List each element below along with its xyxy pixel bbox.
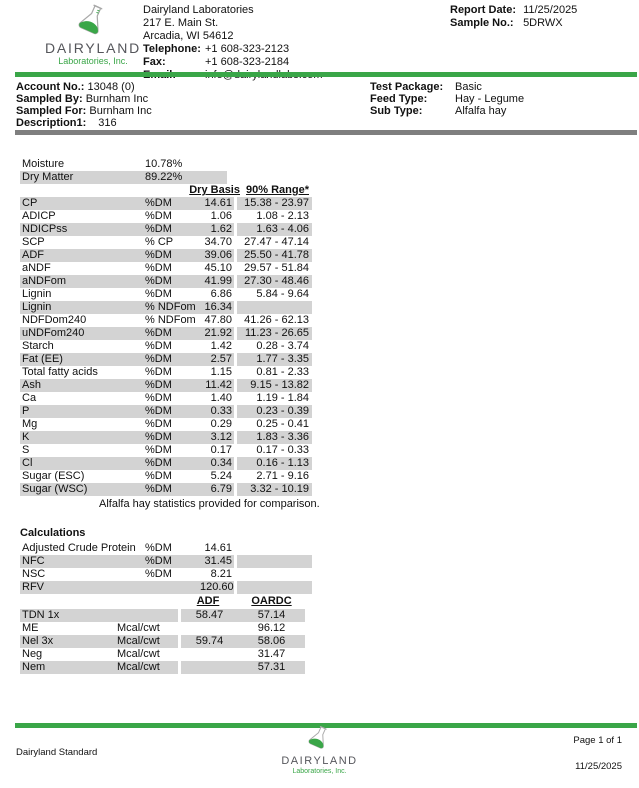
range-cell: 1.63 - 4.06 [234,223,312,236]
dry-basis-value-cell: 6.86 [210,288,232,300]
component-cell: Cl [22,457,33,469]
description-value: 316 [98,117,117,129]
table-row [20,275,312,288]
table-row [20,609,305,622]
dry-matter-row [20,171,227,184]
unit-cell: %DM [145,275,172,287]
fax-label: Fax: [143,56,166,68]
sampled-by-value: Burnham Inc [85,93,149,105]
filler-cell [234,581,312,594]
dry-basis-value-cell: 47.80 [204,314,232,326]
range-cell: 1.77 - 3.35 [234,353,312,366]
dry-basis-value-cell: 2.57 [210,353,232,365]
table-row [20,366,312,379]
table-row [20,555,312,568]
dry-basis-value-cell: 0.33 [210,405,232,417]
dry-basis-value-cell: 1.42 [210,340,232,352]
unit-cell: %DM [145,555,172,567]
footer-logo-subtitle: Laboratories, Inc. [292,768,347,775]
dry-basis-value-cell: 39.06 [204,249,232,261]
account-no-value: 13048 (0) [87,81,135,93]
description-row [16,117,152,129]
component-cell: Lignin [22,288,52,300]
feed-type-label: Feed Type: [370,93,428,105]
range-cell: 0.17 - 0.33 [234,444,312,457]
table-row [20,418,312,431]
sampled-for-row [16,105,152,117]
page-number: Page 1 of 1 [573,735,622,746]
oardc-value-cell: 57.14 [257,609,286,621]
range-cell: 5.84 - 9.64 [234,288,312,301]
account-no-label: Account No.: [16,81,85,93]
component-cell: RFV [22,581,44,593]
component-cell: Sugar (ESC) [22,470,85,482]
address-line-2: Arcadia, WI 54612 [143,30,234,42]
table-row [20,197,312,210]
comparison-note: Alfalfa hay statistics provided for comparison. [99,498,320,510]
oardc-value-cell: 31.47 [257,648,286,660]
range-cell: 27.47 - 47.14 [234,236,312,249]
table-row [20,661,305,674]
range-cell: 3.32 - 10.19 [234,483,312,496]
dry-basis-value-cell: 1.62 [210,223,232,235]
address-line-1: 217 E. Main St. [143,17,219,29]
range-cell: 0.28 - 3.74 [234,340,312,353]
lab-address-block [143,4,323,82]
filler-cell [234,568,312,581]
component-cell: Sugar (WSC) [22,483,88,495]
component-cell: Lignin [22,301,52,313]
component-cell: NFC [22,555,45,567]
dry-basis-value-cell: 1.15 [210,366,232,378]
oardc-value-cell: 58.06 [257,635,286,647]
oardc-header: OARDC [251,595,292,607]
footer-logo-wordmark: DAIRYLAND [281,755,358,767]
unit-cell: %DM [145,223,172,235]
table-row [20,648,305,661]
sample-no-value: 5DRWX [523,17,563,29]
dry-basis-value-cell: 16.34 [204,301,232,313]
oardc-value-cell: 96.12 [257,622,286,634]
phone-label: Telephone: [143,43,201,55]
adf-header: ADF [196,595,220,607]
dry-basis-value-cell: 11.42 [205,379,232,391]
table-row [20,379,312,392]
table-row [20,236,312,249]
footer-logo [0,724,639,776]
table-row [20,327,312,340]
unit-cell: %DM [145,327,172,339]
component-cell: Mg [22,418,38,430]
sampled-for-label: Sampled For: [16,105,87,117]
filler-cell [234,555,312,568]
table-row [20,444,312,457]
sampled-for-value: Burnham Inc [89,105,152,117]
header-spacer [20,184,178,197]
account-block [16,81,152,129]
test-package-row [370,81,524,93]
component-cell: NDICPss [22,223,68,235]
moisture-label: Moisture [22,158,65,170]
adf-value-cell: 58.47 [178,609,238,622]
component-cell: Fat (EE) [22,353,63,365]
component-cell: S [22,444,30,456]
table-row [20,622,305,635]
table-row [20,223,312,236]
table-row [20,405,312,418]
component-cell: ME [22,622,39,634]
table-row [20,353,312,366]
range-cell: 0.23 - 0.39 [234,405,312,418]
component-cell: SCP [22,236,45,248]
unit-cell: %DM [145,379,172,391]
table-row [20,288,312,301]
unit-cell: %DM [145,470,172,482]
dry-basis-value-cell: 21.92 [204,327,232,339]
unit-cell: %DM [145,418,172,430]
unit-cell: %DM [145,353,172,365]
component-cell: Nem [22,661,46,673]
unit-cell: %DM [145,542,172,554]
fax-value: +1 608-323-2184 [205,56,290,68]
fax-row [143,56,323,69]
flask-icon [74,2,111,36]
report-date-value: 11/25/2025 [523,4,578,16]
test-package-value: Basic [455,81,482,93]
table-row [20,542,312,555]
unit-cell: %DM [145,405,172,417]
table-row [20,581,312,594]
dry-basis-value-cell: 0.29 [210,418,232,430]
table-row [20,483,312,496]
range-cell: 11.23 - 26.65 [234,327,312,340]
calculations-table [20,542,312,594]
lab-name: Dairyland Laboratories [143,4,254,16]
dry-basis-header: Dry Basis [189,184,240,196]
sample-no-row [450,17,577,30]
table-row [20,568,312,581]
unit-cell: % NDFom [145,314,196,326]
dry-basis-value-cell: 5.24 [210,470,232,482]
feed-type-row [370,93,524,105]
dry-basis-value-cell: 45.10 [204,262,232,274]
component-cell: NDFDom240 [22,314,87,326]
range-cell: 2.71 - 9.16 [234,470,312,483]
adf-value-cell [178,648,238,661]
range-cell [234,301,312,314]
component-cell: Total fatty acids [22,366,98,378]
filler-cell [234,542,312,555]
unit-cell: %DM [145,457,172,469]
sub-type-label: Sub Type: [370,105,423,117]
adf-value-cell: 59.74 [178,635,238,648]
footer-left-text: Dairyland Standard [16,747,98,758]
report-date-row [450,4,577,17]
component-cell: Ash [22,379,41,391]
phone-value: +1 608-323-2123 [205,43,290,55]
unit-cell: Mcal/cwt [117,622,160,634]
dry-basis-value-cell: 41.99 [204,275,232,287]
unit-cell: %DM [145,249,172,261]
table-row [20,457,312,470]
unit-cell: Mcal/cwt [117,648,160,660]
range-cell: 0.81 - 2.33 [234,366,312,379]
sampled-by-label: Sampled By: [16,93,83,105]
unit-cell: %DM [145,340,172,352]
component-cell: P [22,405,30,417]
unit-cell: %DM [145,210,172,222]
dry-basis-value-cell: 0.34 [210,457,232,469]
unit-cell [117,609,178,622]
range-cell: 0.16 - 1.13 [234,457,312,470]
range-cell: 1.83 - 3.36 [234,431,312,444]
range-cell: 25.50 - 41.78 [234,249,312,262]
unit-cell: % CP [145,236,174,248]
range-cell: 15.38 - 23.97 [234,197,312,210]
range-cell: 0.25 - 0.41 [234,418,312,431]
unit-cell: Mcal/cwt [117,635,160,647]
value-cell: 31.45 [204,555,232,567]
table-row [20,635,305,648]
dry-basis-value-cell: 3.12 [210,431,232,443]
value-cell: 14.61 [204,542,232,554]
test-package-label: Test Package: [370,81,444,93]
table-row [20,301,312,314]
energy-header-spacer [20,595,178,608]
sample-no-label: Sample No.: [450,17,514,29]
analysis-table [20,197,312,496]
unit-cell: %DM [145,197,172,209]
component-cell: aNDFom [22,275,67,287]
moisture-value: 10.78% [145,158,183,170]
energy-header-row [20,595,305,608]
component-cell: ADF [22,249,44,261]
table-row [20,249,312,262]
account-divider [15,130,637,135]
unit-cell: %DM [145,366,172,378]
component-cell: aNDF [22,262,51,274]
account-no-row [16,81,152,93]
sub-type-row [370,105,524,117]
component-cell: Ca [22,392,37,404]
unit-cell [142,581,200,594]
moisture-row [20,158,312,171]
sub-type-value: Alfalfa hay [455,105,507,117]
energy-table [20,609,305,674]
report-date-label: Report Date: [450,4,517,16]
logo-subtitle: Laboratories, Inc. [58,56,128,66]
oardc-value-cell: 57.31 [257,661,286,673]
sampled-by-row [16,93,152,105]
unit-cell: % NDFom [145,301,196,313]
component-cell: NSC [22,568,46,580]
unit-cell: %DM [145,288,172,300]
range-header: 90% Range* [246,184,309,196]
header-green-rule [15,72,637,77]
component-cell: CP [22,197,38,209]
table-row [20,431,312,444]
range-cell: 1.19 - 1.84 [234,392,312,405]
range-cell: 27.30 - 48.46 [234,275,312,288]
unit-cell: Mcal/cwt [117,661,160,673]
range-cell: 41.26 - 62.13 [234,314,312,327]
unit-cell: %DM [145,444,172,456]
analysis-header-row [20,184,312,197]
feed-type-value: Hay - Legume [455,93,525,105]
value-cell: 8.21 [210,568,232,580]
component-cell: ADICP [22,210,56,222]
dry-basis-value-cell: 6.79 [210,483,232,495]
value-cell: 120.60 [200,581,234,593]
dry-matter-value: 89.22% [145,171,183,183]
table-row [20,314,312,327]
range-cell: 29.57 - 51.84 [234,262,312,275]
dry-basis-value-cell: 0.17 [210,444,232,456]
table-row [20,340,312,353]
component-cell: uNDFom240 [22,327,85,339]
unit-cell: %DM [145,568,172,580]
header-logo [42,2,144,67]
adf-value-cell [178,661,238,674]
sample-type-block [370,81,524,117]
dry-basis-value-cell: 34.70 [204,236,232,248]
component-cell: Starch [22,340,54,352]
range-cell: 9.15 - 13.82 [234,379,312,392]
component-cell: Neg [22,648,43,660]
range-cell: 1.08 - 2.13 [234,210,312,223]
component-cell: Nel 3x [22,635,54,647]
logo-wordmark: DAIRYLAND [44,40,142,56]
unit-cell: %DM [145,483,172,495]
table-row [20,392,312,405]
adf-value-cell [178,622,238,635]
dry-basis-value-cell: 14.61 [204,197,232,209]
unit-cell: %DM [145,262,172,274]
phone-row [143,43,323,56]
component-cell: TDN 1x [22,609,60,621]
dry-matter-label: Dry Matter [22,171,74,183]
footer-date: 11/25/2025 [575,761,622,772]
component-cell: K [22,431,30,443]
description-label: Description1: [16,117,87,129]
calculations-title: Calculations [20,527,86,539]
table-row [20,470,312,483]
table-row [20,262,312,275]
unit-cell: %DM [145,392,172,404]
component-cell: Adjusted Crude Protein [22,542,136,554]
unit-cell: %DM [145,431,172,443]
flask-icon [305,724,333,750]
report-meta [450,4,577,30]
table-row [20,210,312,223]
dry-basis-value-cell: 1.06 [210,210,232,222]
dry-basis-value-cell: 1.40 [210,392,232,404]
